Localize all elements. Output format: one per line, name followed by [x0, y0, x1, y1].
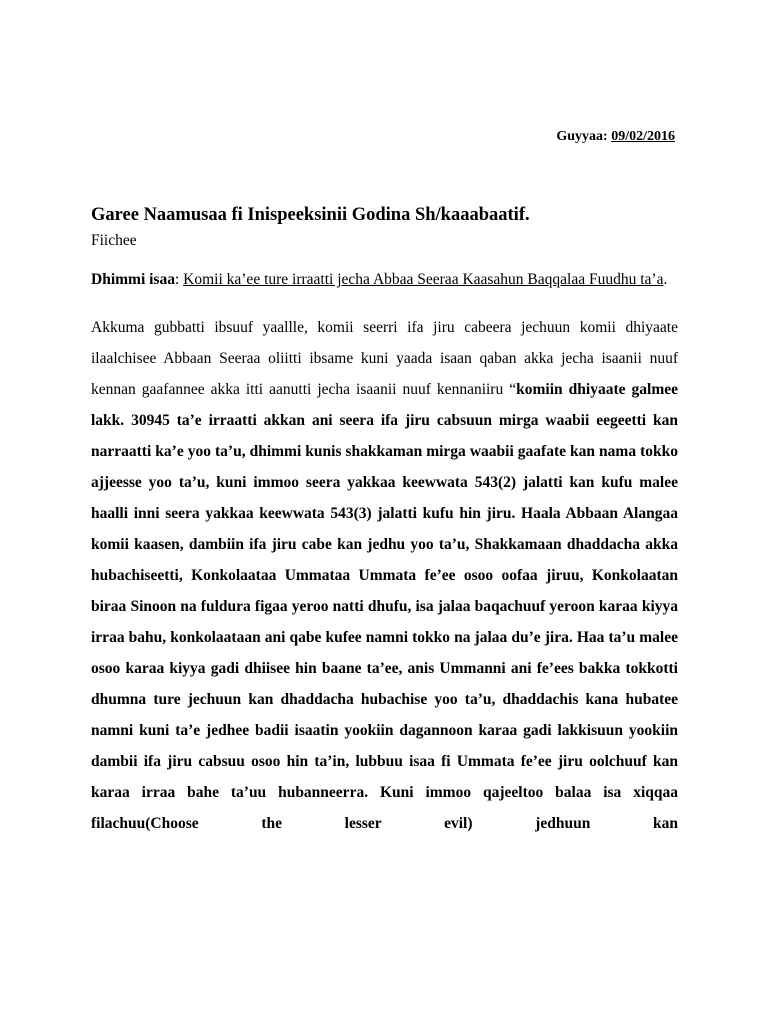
- body-quote: komiin dhiyaate galmee lakk. 30945 ta’e irraatti akkan ani seera ifa jiru cabsuun mirga waabii eegeetti kan narraatti ka’e yoo ta’u, dhimmi kunis shakkaman mirga waabii gaafate kan nama tokko ajjeesse yoo ta’u, kuni immoo seera yakkaa keewwata 543(2) jalatti kan kufu malee haalli inni seera yakkaa keewwata 543(3) jalatti kufu hin jiru. Haala Abbaan Alangaa komii kaasen, dambiin ifa jiru cabe kan jedhu yoo ta’u, Shakkamaan dhaddacha akka hubachiseetti, Konkolaataa Ummataa Ummata fe’ee osoo oofaa jiruu, Konkolaatan biraa Sinoon na fuldura figaa yeroo natti dhufu, isa jalaa baqachuuf yeroon karaa kiyya irraa bahu, konkolaataan ani qabe kufee namni tokko na jalaa du’e jira. Haa ta’u malee osoo karaa kiyya gadi dhiisee hin baane ta’ee, anis Ummanni ani fe’ees bakka tokkotti dhumna ture jechuun kan dhaddacha hubachise yoo ta’u, dhaddachis kana hubatee namni kuni ta’e jedhee badii isaatin yookiin dagannoon karaa gadi lakkisuun yookiin dambii ifa jiru cabsuu osoo hin ta’in, lubbuu isaa fi Ummata fe’ee jiru oolchuuf kan karaa irraa bahe ta’uu hubanneerra. Kuni immoo qajeeltoo balaa isa xiqqaa filachuu(Choose the lesser evil) jedhuun kan: [91, 381, 678, 832]
- body-paragraph: [91, 312, 678, 839]
- subject-label: Dhimmi isaa: [91, 271, 175, 288]
- subject-line: [91, 264, 678, 295]
- recipient-title: Garee Naamusaa fi Inispeeksinii Godina Sh/kaaabaatif.: [91, 205, 530, 225]
- recipient-subtitle: Fiichee: [91, 232, 137, 249]
- letter-content: [91, 203, 678, 839]
- date-line: [556, 128, 675, 146]
- body-intro: Akkuma gubbatti ibsuuf yaallle, komii seerri ifa jiru cabeera jechuun komii dhiyaate ilaalchisee Abbaan Seeraa oliitti ibsame kuni yaada isaan qaban akka jecha isaanii nuuf kennan gaafannee akka itti aanutti jecha isaanii nuuf kennaniiru “: [91, 319, 678, 398]
- subject-end: .: [663, 271, 668, 288]
- subject-separator: :: [174, 271, 184, 288]
- date-value: 09/02/2016: [611, 129, 675, 144]
- date-label: Guyyaa:: [556, 129, 612, 144]
- subject-text: Komii ka’ee ture irraatti jecha Abbaa Seeraa Kaasahun Baqqalaa Fuudhu ta’a: [183, 271, 664, 288]
